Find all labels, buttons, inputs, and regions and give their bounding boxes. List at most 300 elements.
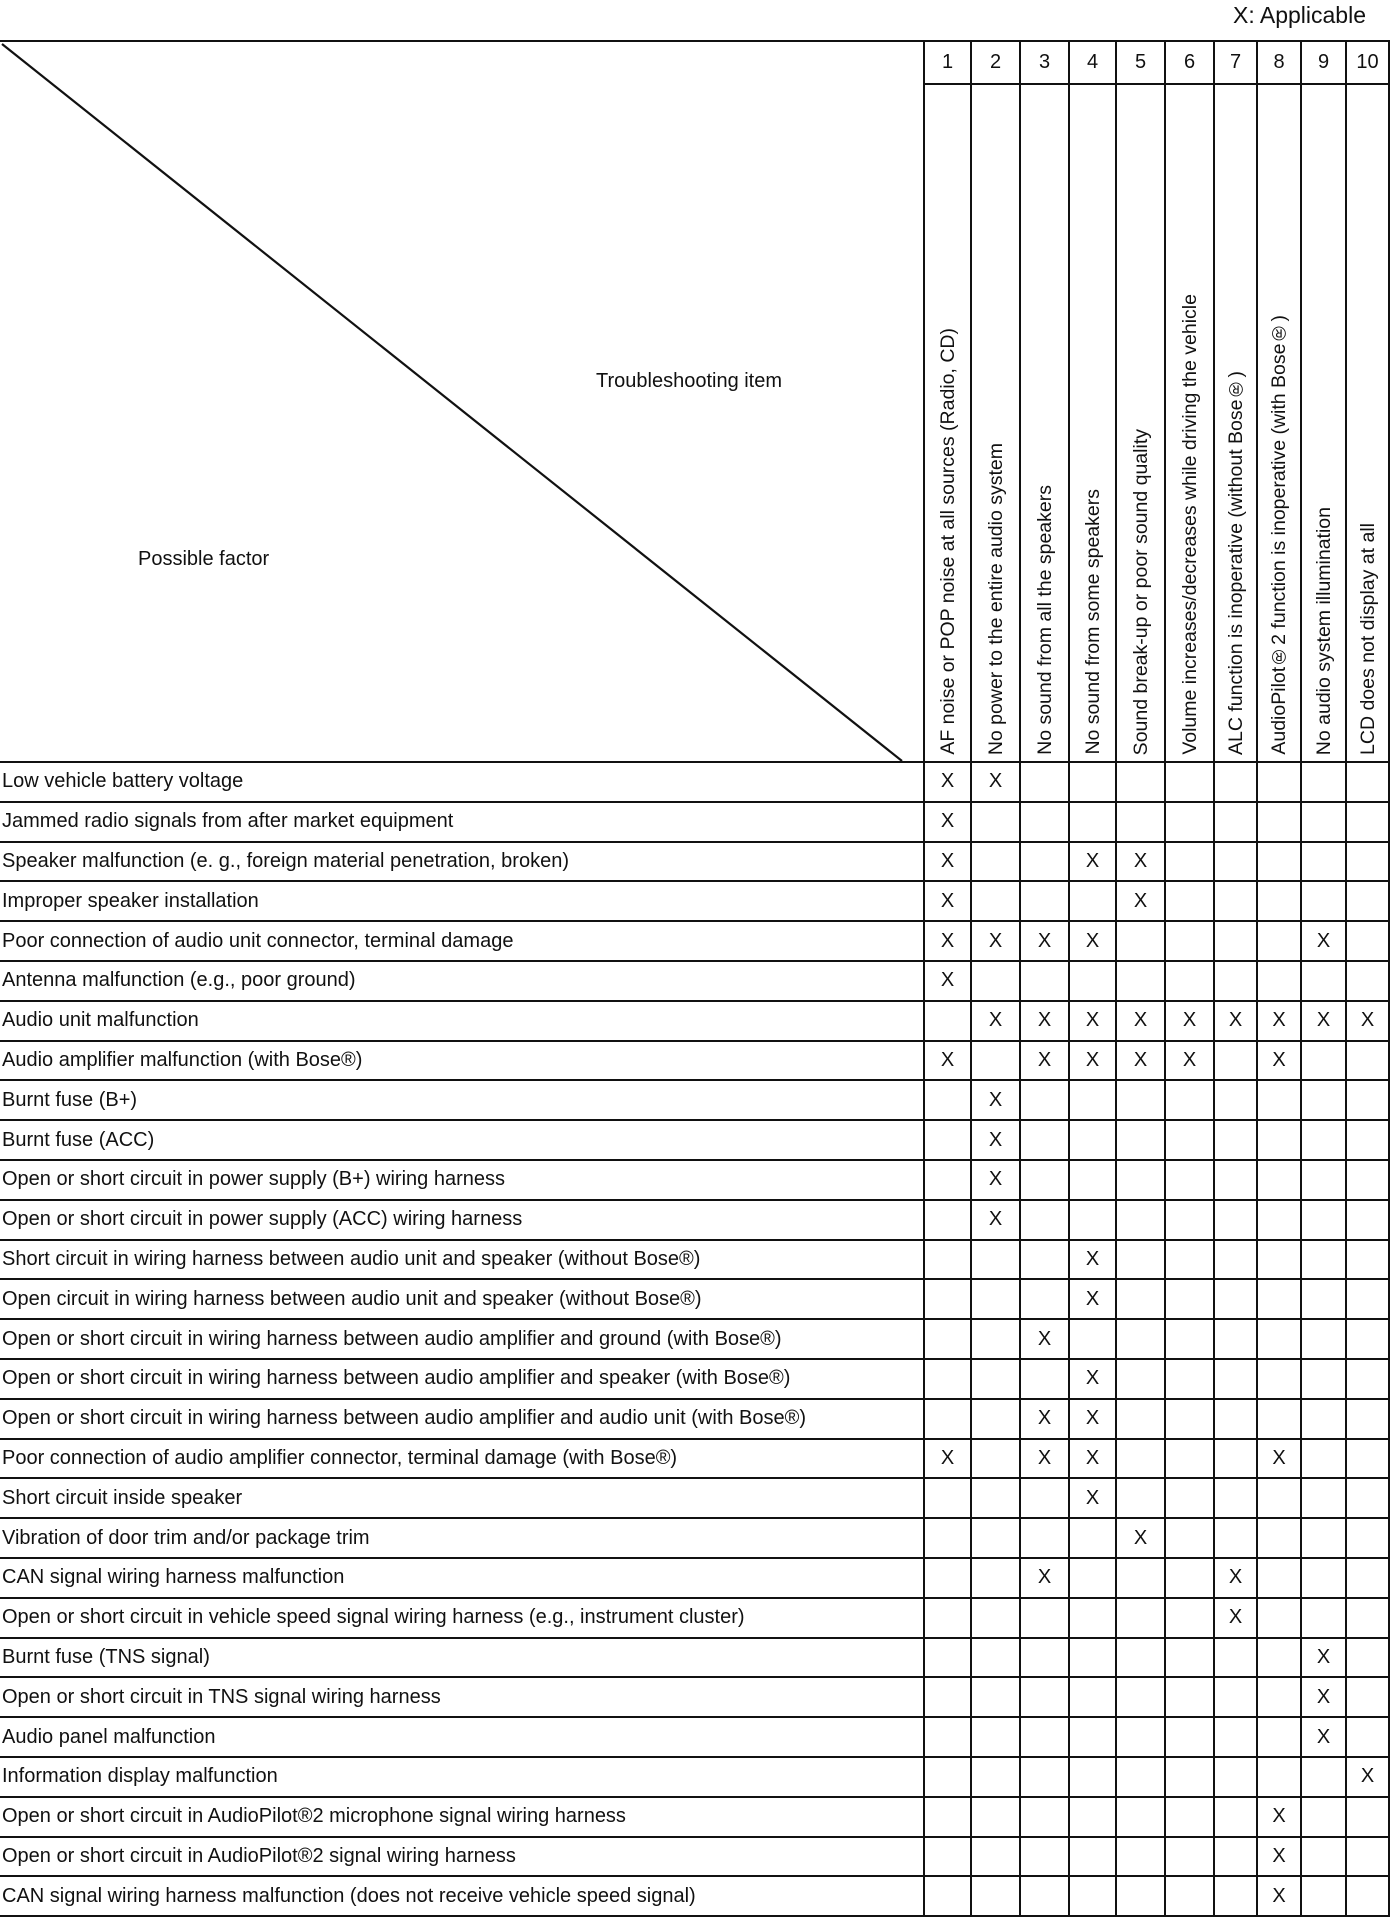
- empty-cell: [1165, 1677, 1214, 1717]
- empty-cell: [1257, 1598, 1301, 1638]
- empty-cell: [1020, 1717, 1069, 1757]
- applicable-mark: X: [1069, 1041, 1116, 1081]
- table-row: [0, 921, 1389, 961]
- empty-cell: [1069, 1837, 1116, 1877]
- empty-cell: [1301, 1518, 1346, 1558]
- empty-cell: [1301, 1598, 1346, 1638]
- empty-cell: [924, 1558, 971, 1598]
- empty-cell: [1346, 1200, 1389, 1240]
- applicable-mark: X: [924, 842, 971, 882]
- empty-cell: [1214, 1200, 1257, 1240]
- possible-factor-cell: Audio unit malfunction: [0, 1001, 924, 1041]
- empty-cell: [1116, 961, 1165, 1001]
- empty-cell: [1346, 1041, 1389, 1081]
- empty-cell: [971, 1041, 1020, 1081]
- empty-cell: [1020, 1638, 1069, 1678]
- column-number: 6: [1165, 41, 1214, 84]
- empty-cell: [1020, 1240, 1069, 1280]
- empty-cell: [1069, 1160, 1116, 1200]
- applicable-mark: X: [1301, 1638, 1346, 1678]
- column-number: 1: [924, 41, 971, 84]
- possible-factor-cell: Burnt fuse (ACC): [0, 1120, 924, 1160]
- column-header: [1346, 84, 1389, 762]
- applicable-mark: X: [924, 762, 971, 802]
- empty-cell: [1020, 1797, 1069, 1837]
- table-row: [0, 1717, 1389, 1757]
- applicable-mark: X: [1257, 1797, 1301, 1837]
- diagonal-divider: [0, 42, 924, 761]
- empty-cell: [1214, 1677, 1257, 1717]
- table-row: [0, 1478, 1389, 1518]
- possible-factor-cell: Open or short circuit in TNS signal wiring harness: [0, 1677, 924, 1717]
- empty-cell: [1165, 842, 1214, 882]
- empty-cell: [1301, 802, 1346, 842]
- empty-cell: [1301, 842, 1346, 882]
- empty-cell: [924, 1837, 971, 1877]
- empty-cell: [1346, 762, 1389, 802]
- empty-cell: [1346, 1359, 1389, 1399]
- empty-cell: [971, 1677, 1020, 1717]
- column-number: 7: [1214, 41, 1257, 84]
- empty-cell: [1165, 1160, 1214, 1200]
- table-row: [0, 1240, 1389, 1280]
- possible-factor-cell: Vibration of door trim and/or package trim: [0, 1518, 924, 1558]
- empty-cell: [1069, 1797, 1116, 1837]
- empty-cell: [924, 1797, 971, 1837]
- empty-cell: [1257, 1478, 1301, 1518]
- empty-cell: [1116, 1837, 1165, 1877]
- empty-cell: [1116, 1279, 1165, 1319]
- empty-cell: [1165, 1399, 1214, 1439]
- column-header-label: Volume increases/decreases while driving the vehicle: [1178, 294, 1201, 755]
- empty-cell: [1346, 1478, 1389, 1518]
- table-row: [0, 1638, 1389, 1678]
- column-number: 10: [1346, 41, 1389, 84]
- table-row: [0, 1359, 1389, 1399]
- empty-cell: [1257, 1279, 1301, 1319]
- empty-cell: [924, 1876, 971, 1916]
- empty-cell: [1020, 1677, 1069, 1717]
- empty-cell: [1165, 1558, 1214, 1598]
- empty-cell: [1346, 1598, 1389, 1638]
- applicable-mark: X: [1214, 1598, 1257, 1638]
- empty-cell: [1214, 1518, 1257, 1558]
- empty-cell: [971, 1518, 1020, 1558]
- empty-cell: [1165, 921, 1214, 961]
- empty-cell: [1301, 1876, 1346, 1916]
- applicable-mark: X: [924, 1439, 971, 1479]
- possible-factor-cell: Open or short circuit in wiring harness between audio amplifier and ground (with Bose®): [0, 1319, 924, 1359]
- empty-cell: [1069, 1757, 1116, 1797]
- applicable-mark: X: [971, 1160, 1020, 1200]
- empty-cell: [1301, 1240, 1346, 1280]
- empty-cell: [1069, 1200, 1116, 1240]
- possible-factor-cell: Antenna malfunction (e.g., poor ground): [0, 961, 924, 1001]
- empty-cell: [1257, 1080, 1301, 1120]
- empty-cell: [1301, 961, 1346, 1001]
- applicable-mark: X: [1346, 1757, 1389, 1797]
- empty-cell: [971, 1598, 1020, 1638]
- empty-cell: [1116, 1399, 1165, 1439]
- possible-factor-cell: Short circuit inside speaker: [0, 1478, 924, 1518]
- empty-cell: [1214, 802, 1257, 842]
- empty-cell: [1214, 1080, 1257, 1120]
- empty-cell: [971, 1558, 1020, 1598]
- empty-cell: [1214, 1319, 1257, 1359]
- table-row: [0, 1041, 1389, 1081]
- empty-cell: [924, 1120, 971, 1160]
- table-row: [0, 1598, 1389, 1638]
- empty-cell: [924, 1757, 971, 1797]
- empty-cell: [1165, 1439, 1214, 1479]
- empty-cell: [1020, 1518, 1069, 1558]
- empty-cell: [1116, 1200, 1165, 1240]
- column-header: [1214, 84, 1257, 762]
- empty-cell: [924, 1359, 971, 1399]
- applicable-mark: X: [971, 1080, 1020, 1120]
- empty-cell: [1257, 802, 1301, 842]
- empty-cell: [1020, 842, 1069, 882]
- empty-cell: [1069, 1717, 1116, 1757]
- empty-cell: [1116, 802, 1165, 842]
- empty-cell: [1214, 961, 1257, 1001]
- empty-cell: [1257, 1717, 1301, 1757]
- applicable-mark: X: [1020, 921, 1069, 961]
- column-number: 4: [1069, 41, 1116, 84]
- legend-text: X: Applicable: [1233, 2, 1366, 28]
- empty-cell: [1020, 961, 1069, 1001]
- empty-cell: [971, 1478, 1020, 1518]
- applicable-mark: X: [1069, 1001, 1116, 1041]
- empty-cell: [1346, 1837, 1389, 1877]
- troubleshooting-item-label: Troubleshooting item: [596, 370, 783, 392]
- empty-cell: [1116, 1638, 1165, 1678]
- applicable-mark: X: [1069, 1240, 1116, 1280]
- empty-cell: [924, 1638, 971, 1678]
- table-row: [0, 1876, 1389, 1916]
- applicable-mark: X: [1214, 1558, 1257, 1598]
- applicable-mark: X: [1116, 881, 1165, 921]
- applicable-mark: X: [971, 1001, 1020, 1041]
- applicable-mark: X: [1257, 1041, 1301, 1081]
- column-header-label: No sound from all the speakers: [1033, 485, 1056, 755]
- empty-cell: [1165, 1797, 1214, 1837]
- empty-cell: [1301, 1757, 1346, 1797]
- applicable-mark: X: [1069, 1359, 1116, 1399]
- empty-cell: [1116, 1439, 1165, 1479]
- empty-cell: [1214, 1478, 1257, 1518]
- column-header-label: AF noise or POP noise at all sources (Radio, CD): [936, 328, 959, 755]
- empty-cell: [1116, 1757, 1165, 1797]
- empty-cell: [1257, 1120, 1301, 1160]
- empty-cell: [924, 1160, 971, 1200]
- table-row: [0, 1080, 1389, 1120]
- empty-cell: [1020, 1200, 1069, 1240]
- empty-cell: [1165, 1359, 1214, 1399]
- empty-cell: [971, 1837, 1020, 1877]
- table-row: [0, 762, 1389, 802]
- empty-cell: [1257, 881, 1301, 921]
- table-row: [0, 1837, 1389, 1877]
- table-row: [0, 1439, 1389, 1479]
- empty-cell: [924, 1717, 971, 1757]
- empty-cell: [1214, 1439, 1257, 1479]
- applicable-mark: X: [924, 921, 971, 961]
- empty-cell: [1165, 1240, 1214, 1280]
- column-header-label: AudioPilot®2 function is inoperative (with Bose®): [1268, 315, 1290, 755]
- applicable-mark: X: [1257, 1001, 1301, 1041]
- applicable-mark: X: [1346, 1001, 1389, 1041]
- empty-cell: [1165, 762, 1214, 802]
- applicable-mark: X: [1301, 1677, 1346, 1717]
- column-header: [1069, 84, 1116, 762]
- possible-factor-cell: Open circuit in wiring harness between audio unit and speaker (without Bose®): [0, 1279, 924, 1319]
- empty-cell: [1020, 1359, 1069, 1399]
- empty-cell: [1257, 1558, 1301, 1598]
- empty-cell: [1257, 1359, 1301, 1399]
- empty-cell: [1069, 1558, 1116, 1598]
- column-header-label: LCD does not display at all: [1356, 523, 1379, 755]
- empty-cell: [1165, 1638, 1214, 1678]
- empty-cell: [1301, 1359, 1346, 1399]
- empty-cell: [1165, 1518, 1214, 1558]
- empty-cell: [1301, 762, 1346, 802]
- empty-cell: [1165, 1120, 1214, 1160]
- applicable-mark: X: [1116, 1041, 1165, 1081]
- empty-cell: [1069, 762, 1116, 802]
- applicable-mark: X: [1257, 1837, 1301, 1877]
- empty-cell: [1346, 1638, 1389, 1678]
- applicable-mark: X: [1069, 842, 1116, 882]
- empty-cell: [1214, 1041, 1257, 1081]
- table-row: [0, 1200, 1389, 1240]
- possible-factor-cell: Poor connection of audio amplifier connector, terminal damage (with Bose®): [0, 1439, 924, 1479]
- empty-cell: [1116, 1797, 1165, 1837]
- table-row: [0, 1677, 1389, 1717]
- empty-cell: [1020, 1160, 1069, 1200]
- empty-cell: [1257, 1160, 1301, 1200]
- empty-cell: [1020, 1279, 1069, 1319]
- applicable-mark: X: [1301, 921, 1346, 961]
- empty-cell: [1346, 1677, 1389, 1717]
- empty-cell: [1116, 1717, 1165, 1757]
- possible-factor-cell: CAN signal wiring harness malfunction: [0, 1558, 924, 1598]
- empty-cell: [1020, 1598, 1069, 1638]
- column-header: [1116, 84, 1165, 762]
- applicable-mark: X: [1069, 1399, 1116, 1439]
- empty-cell: [1257, 1200, 1301, 1240]
- empty-cell: [1346, 1080, 1389, 1120]
- column-header-label: Sound break-up or poor sound quality: [1129, 428, 1152, 755]
- possible-factor-cell: Low vehicle battery voltage: [0, 762, 924, 802]
- empty-cell: [1257, 1638, 1301, 1678]
- empty-cell: [1257, 1677, 1301, 1717]
- empty-cell: [1020, 881, 1069, 921]
- empty-cell: [1214, 1876, 1257, 1916]
- empty-cell: [1165, 1598, 1214, 1638]
- empty-cell: [924, 1240, 971, 1280]
- possible-factor-cell: Open or short circuit in wiring harness between audio amplifier and speaker (with Bose®): [0, 1359, 924, 1399]
- empty-cell: [1257, 1518, 1301, 1558]
- empty-cell: [1346, 802, 1389, 842]
- applicable-mark: X: [1301, 1001, 1346, 1041]
- empty-cell: [1301, 1080, 1346, 1120]
- applicable-mark: X: [1020, 1001, 1069, 1041]
- empty-cell: [1165, 1319, 1214, 1359]
- empty-cell: [1165, 1200, 1214, 1240]
- table-row: [0, 1160, 1389, 1200]
- empty-cell: [1165, 1080, 1214, 1120]
- empty-cell: [1020, 1080, 1069, 1120]
- empty-cell: [1346, 1797, 1389, 1837]
- empty-cell: [1116, 1160, 1165, 1200]
- empty-cell: [1020, 1876, 1069, 1916]
- empty-cell: [1214, 1797, 1257, 1837]
- empty-cell: [1165, 1279, 1214, 1319]
- empty-cell: [924, 1080, 971, 1120]
- empty-cell: [1214, 1757, 1257, 1797]
- empty-cell: [971, 1717, 1020, 1757]
- empty-cell: [1214, 1160, 1257, 1200]
- empty-cell: [1069, 1319, 1116, 1359]
- applicable-mark: X: [1165, 1041, 1214, 1081]
- possible-factor-cell: Audio panel malfunction: [0, 1717, 924, 1757]
- empty-cell: [971, 1359, 1020, 1399]
- empty-cell: [1165, 881, 1214, 921]
- empty-cell: [1301, 1837, 1346, 1877]
- empty-cell: [1346, 1319, 1389, 1359]
- empty-cell: [924, 1319, 971, 1359]
- applicable-mark: X: [924, 881, 971, 921]
- empty-cell: [1214, 1837, 1257, 1877]
- empty-cell: [1116, 1677, 1165, 1717]
- applicable-mark: X: [1020, 1399, 1069, 1439]
- possible-factor-cell: Burnt fuse (TNS signal): [0, 1638, 924, 1678]
- empty-cell: [1346, 1279, 1389, 1319]
- empty-cell: [971, 881, 1020, 921]
- empty-cell: [971, 1876, 1020, 1916]
- empty-cell: [1116, 1478, 1165, 1518]
- table-row: [0, 1319, 1389, 1359]
- empty-cell: [971, 1399, 1020, 1439]
- applicable-mark: X: [924, 961, 971, 1001]
- empty-cell: [1069, 1080, 1116, 1120]
- applicable-mark: X: [1257, 1439, 1301, 1479]
- applicable-mark: X: [1020, 1558, 1069, 1598]
- column-header-label: No audio system illumination: [1312, 506, 1335, 755]
- empty-cell: [1346, 842, 1389, 882]
- table-row: [0, 881, 1389, 921]
- empty-cell: [1116, 1876, 1165, 1916]
- empty-cell: [1116, 1359, 1165, 1399]
- empty-cell: [1346, 1439, 1389, 1479]
- empty-cell: [924, 1518, 971, 1558]
- possible-factor-cell: CAN signal wiring harness malfunction (does not receive vehicle speed signal): [0, 1876, 924, 1916]
- empty-cell: [1301, 881, 1346, 921]
- empty-cell: [1069, 1518, 1116, 1558]
- applicable-mark: X: [971, 1120, 1020, 1160]
- empty-cell: [1214, 1120, 1257, 1160]
- column-header: [1301, 84, 1346, 762]
- possible-factor-cell: Open or short circuit in power supply (ACC) wiring harness: [0, 1200, 924, 1240]
- table-row: [0, 1518, 1389, 1558]
- empty-cell: [971, 1439, 1020, 1479]
- empty-cell: [1257, 1757, 1301, 1797]
- diagonal-header-cell: [0, 41, 924, 762]
- troubleshooting-matrix: [0, 40, 1390, 1917]
- empty-cell: [1301, 1399, 1346, 1439]
- empty-cell: [1214, 881, 1257, 921]
- possible-factor-cell: Improper speaker installation: [0, 881, 924, 921]
- empty-cell: [1346, 1160, 1389, 1200]
- empty-cell: [1301, 1160, 1346, 1200]
- applicable-mark: X: [1257, 1876, 1301, 1916]
- empty-cell: [971, 842, 1020, 882]
- empty-cell: [1069, 1598, 1116, 1638]
- empty-cell: [971, 1797, 1020, 1837]
- empty-cell: [1069, 1638, 1116, 1678]
- column-number: 5: [1116, 41, 1165, 84]
- applicable-mark: X: [1020, 1041, 1069, 1081]
- empty-cell: [1214, 921, 1257, 961]
- column-header: [971, 84, 1020, 762]
- table-row: [0, 1120, 1389, 1160]
- applicable-mark: X: [924, 1041, 971, 1081]
- empty-cell: [1257, 762, 1301, 802]
- possible-factor-cell: Open or short circuit in wiring harness between audio amplifier and audio unit (with Bose®): [0, 1399, 924, 1439]
- empty-cell: [1214, 1359, 1257, 1399]
- empty-cell: [1301, 1120, 1346, 1160]
- empty-cell: [1116, 762, 1165, 802]
- possible-factor-cell: Short circuit in wiring harness between audio unit and speaker (without Bose®): [0, 1240, 924, 1280]
- column-header-label: No sound from some speakers: [1081, 489, 1104, 755]
- applicable-mark: X: [971, 762, 1020, 802]
- column-header-label: No power to the entire audio system: [984, 442, 1007, 755]
- empty-cell: [971, 802, 1020, 842]
- table-row: [0, 1279, 1389, 1319]
- empty-cell: [1116, 921, 1165, 961]
- empty-cell: [1346, 881, 1389, 921]
- empty-cell: [1116, 1558, 1165, 1598]
- empty-cell: [1214, 1717, 1257, 1757]
- table-row: [0, 1399, 1389, 1439]
- empty-cell: [1069, 802, 1116, 842]
- applicable-mark: X: [1020, 1439, 1069, 1479]
- applicable-mark: X: [1214, 1001, 1257, 1041]
- empty-cell: [1165, 1876, 1214, 1916]
- possible-factor-cell: Open or short circuit in AudioPilot®2 microphone signal wiring harness: [0, 1797, 924, 1837]
- empty-cell: [1214, 762, 1257, 802]
- empty-cell: [1301, 1200, 1346, 1240]
- empty-cell: [924, 1677, 971, 1717]
- empty-cell: [1069, 881, 1116, 921]
- empty-cell: [1214, 1399, 1257, 1439]
- empty-cell: [1165, 1478, 1214, 1518]
- empty-cell: [971, 1638, 1020, 1678]
- empty-cell: [1165, 1757, 1214, 1797]
- empty-cell: [1214, 842, 1257, 882]
- table-row: [0, 802, 1389, 842]
- empty-cell: [1257, 921, 1301, 961]
- empty-cell: [1346, 921, 1389, 961]
- table-row: [0, 842, 1389, 882]
- empty-cell: [1257, 961, 1301, 1001]
- empty-cell: [1346, 1518, 1389, 1558]
- empty-cell: [1301, 1439, 1346, 1479]
- empty-cell: [1069, 961, 1116, 1001]
- empty-cell: [1165, 802, 1214, 842]
- empty-cell: [1301, 1041, 1346, 1081]
